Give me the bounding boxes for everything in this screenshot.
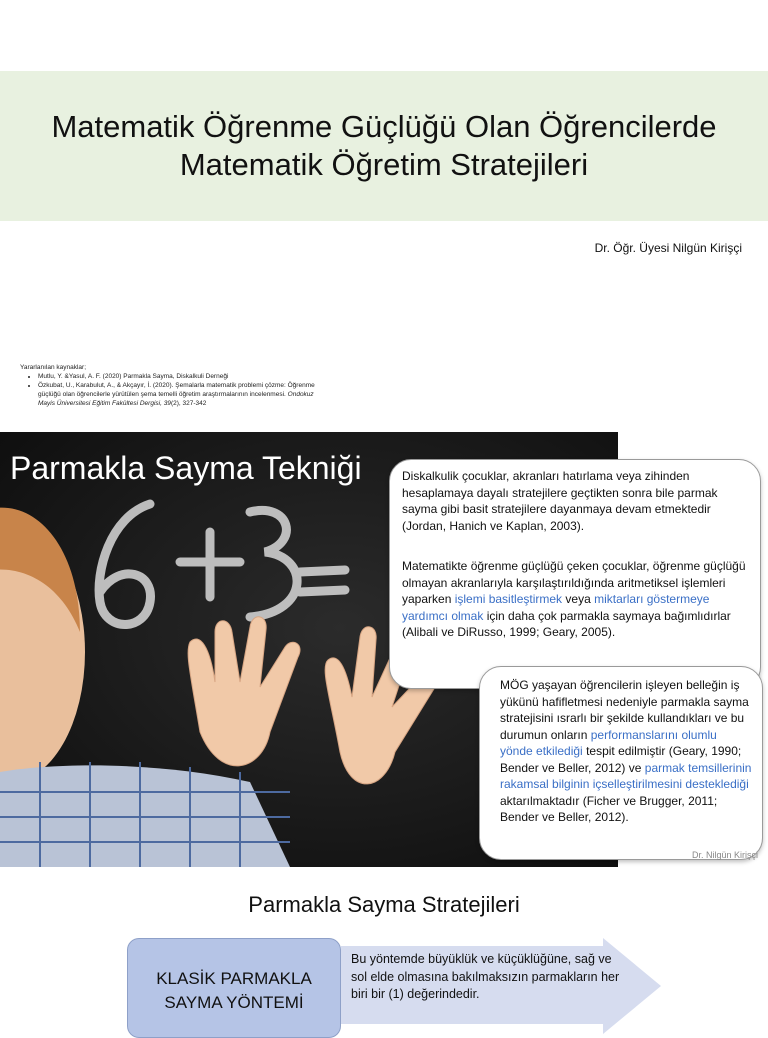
reference-item: • Özkubat, U., Karabulut, A., & Akçayır, İ. (2020). Şemalarla matematik problemi çözme: Öğrenme güçlüğü olan öğrencilerle yürütülen şema temelli öğretim araştırmalarının incelenmesi. Ondokuz Mayis Üniversitesi Eğitim Fakültesi Dergisi, 39(2), 327-342	[38, 381, 320, 408]
classic-method-line1: KLASİK PARMAKLA	[156, 969, 312, 988]
references-heading: Yararlanılan kaynaklar;	[20, 364, 86, 371]
reference-item: • Mutlu, Y. &Yasul, A. F. (2020) Parmakla Sayma, Diskalkuli Derneği	[38, 372, 320, 381]
references	[20, 363, 320, 408]
highlight-performance: performanslarını olumlu yönde etkilediği	[500, 727, 717, 758]
slide3-title: Parmakla Sayma Stratejileri	[248, 892, 520, 917]
highlight-finger-representation: parmak temsillerinin rakamsal bilginin içselleştirilmesini desteklediği	[500, 760, 752, 791]
callout1-paragraph2: Matematikte öğrenme güçlüğü çeken çocuklar, öğrenme güçlüğü olmayan akranlarıyla karşılaştırıldığında aritmetiksel işlemleri yaparken işlemi basitleştirmek veya miktarları göstermeye yardımcı olmak için daha çok parmakla saymaya bağımlıdırlar (Alibali ve DiRusso, 1999; Geary, 2005).	[402, 559, 746, 639]
board-text: 6+3=	[0, 419, 37, 436]
callout-working-memory	[479, 666, 763, 860]
slide-finger-counting	[0, 419, 768, 867]
callout1-paragraph1: Diskalkulik çocuklar, akranları hatırlama veya zihinden hesaplamaya dayalı stratejilere geçtikten sonra bile parmak sayma gibi basit stratejilere dayanmaya devam etmektedir (Jordan, Hanich ve Kaplan, 2003).	[402, 469, 718, 533]
slide2-title: Parmakla Sayma Tekniği	[10, 450, 362, 486]
classic-method-description: Bu yöntemde büyüklük ve küçüklüğüne, sağ ve sol elde olmasına bakılmaksızın parmakların her biri bir (1) değerindedir.	[351, 952, 620, 1001]
author-name: Dr. Öğr. Üyesi Nilgün Kirişçi	[594, 241, 742, 255]
callout-dyscalculia	[389, 459, 761, 689]
callout2-paragraph: MÖG yaşayan öğrencilerin işleyen belleğin iş yükünü hafifletmesi nedeniyle parmakla sayma stratejisini ısrarlı bir şekilde kullandıkları ve bu durumun onların performanslarını olumlu yönde etkilediği tespit edilmiştir (Geary, 1990; Bender ve Beller, 2012) ve parmak temsillerinin rakamsal bilginin içselleştirilmesini desteklediği aktarılmaktadır (Ficher ve Brugger, 2011; Bender ve Beller, 2012).	[500, 678, 752, 824]
slide2-footer: Dr. Nilgün Kirişçi	[691, 850, 758, 860]
title-banner	[0, 71, 768, 221]
reference-journal: Ondokuz Mayis Üniversitesi Eğitim Fakültesi Dergisi, 39	[38, 391, 314, 407]
classic-method-line2: SAYMA YÖNTEMİ	[164, 993, 304, 1012]
classic-method-box	[127, 938, 341, 1038]
main-title-line-2: Matematik Öğretim Stratejileri	[179, 147, 589, 182]
highlight-simplify: işlemi basitleştirmek	[454, 592, 563, 606]
highlight-show-amounts: miktarları göstermeye yardımcı olmak	[402, 592, 710, 623]
main-title-line-1: Matematik Öğrenme Güçlüğü Olan Öğrencilerde	[51, 109, 717, 144]
